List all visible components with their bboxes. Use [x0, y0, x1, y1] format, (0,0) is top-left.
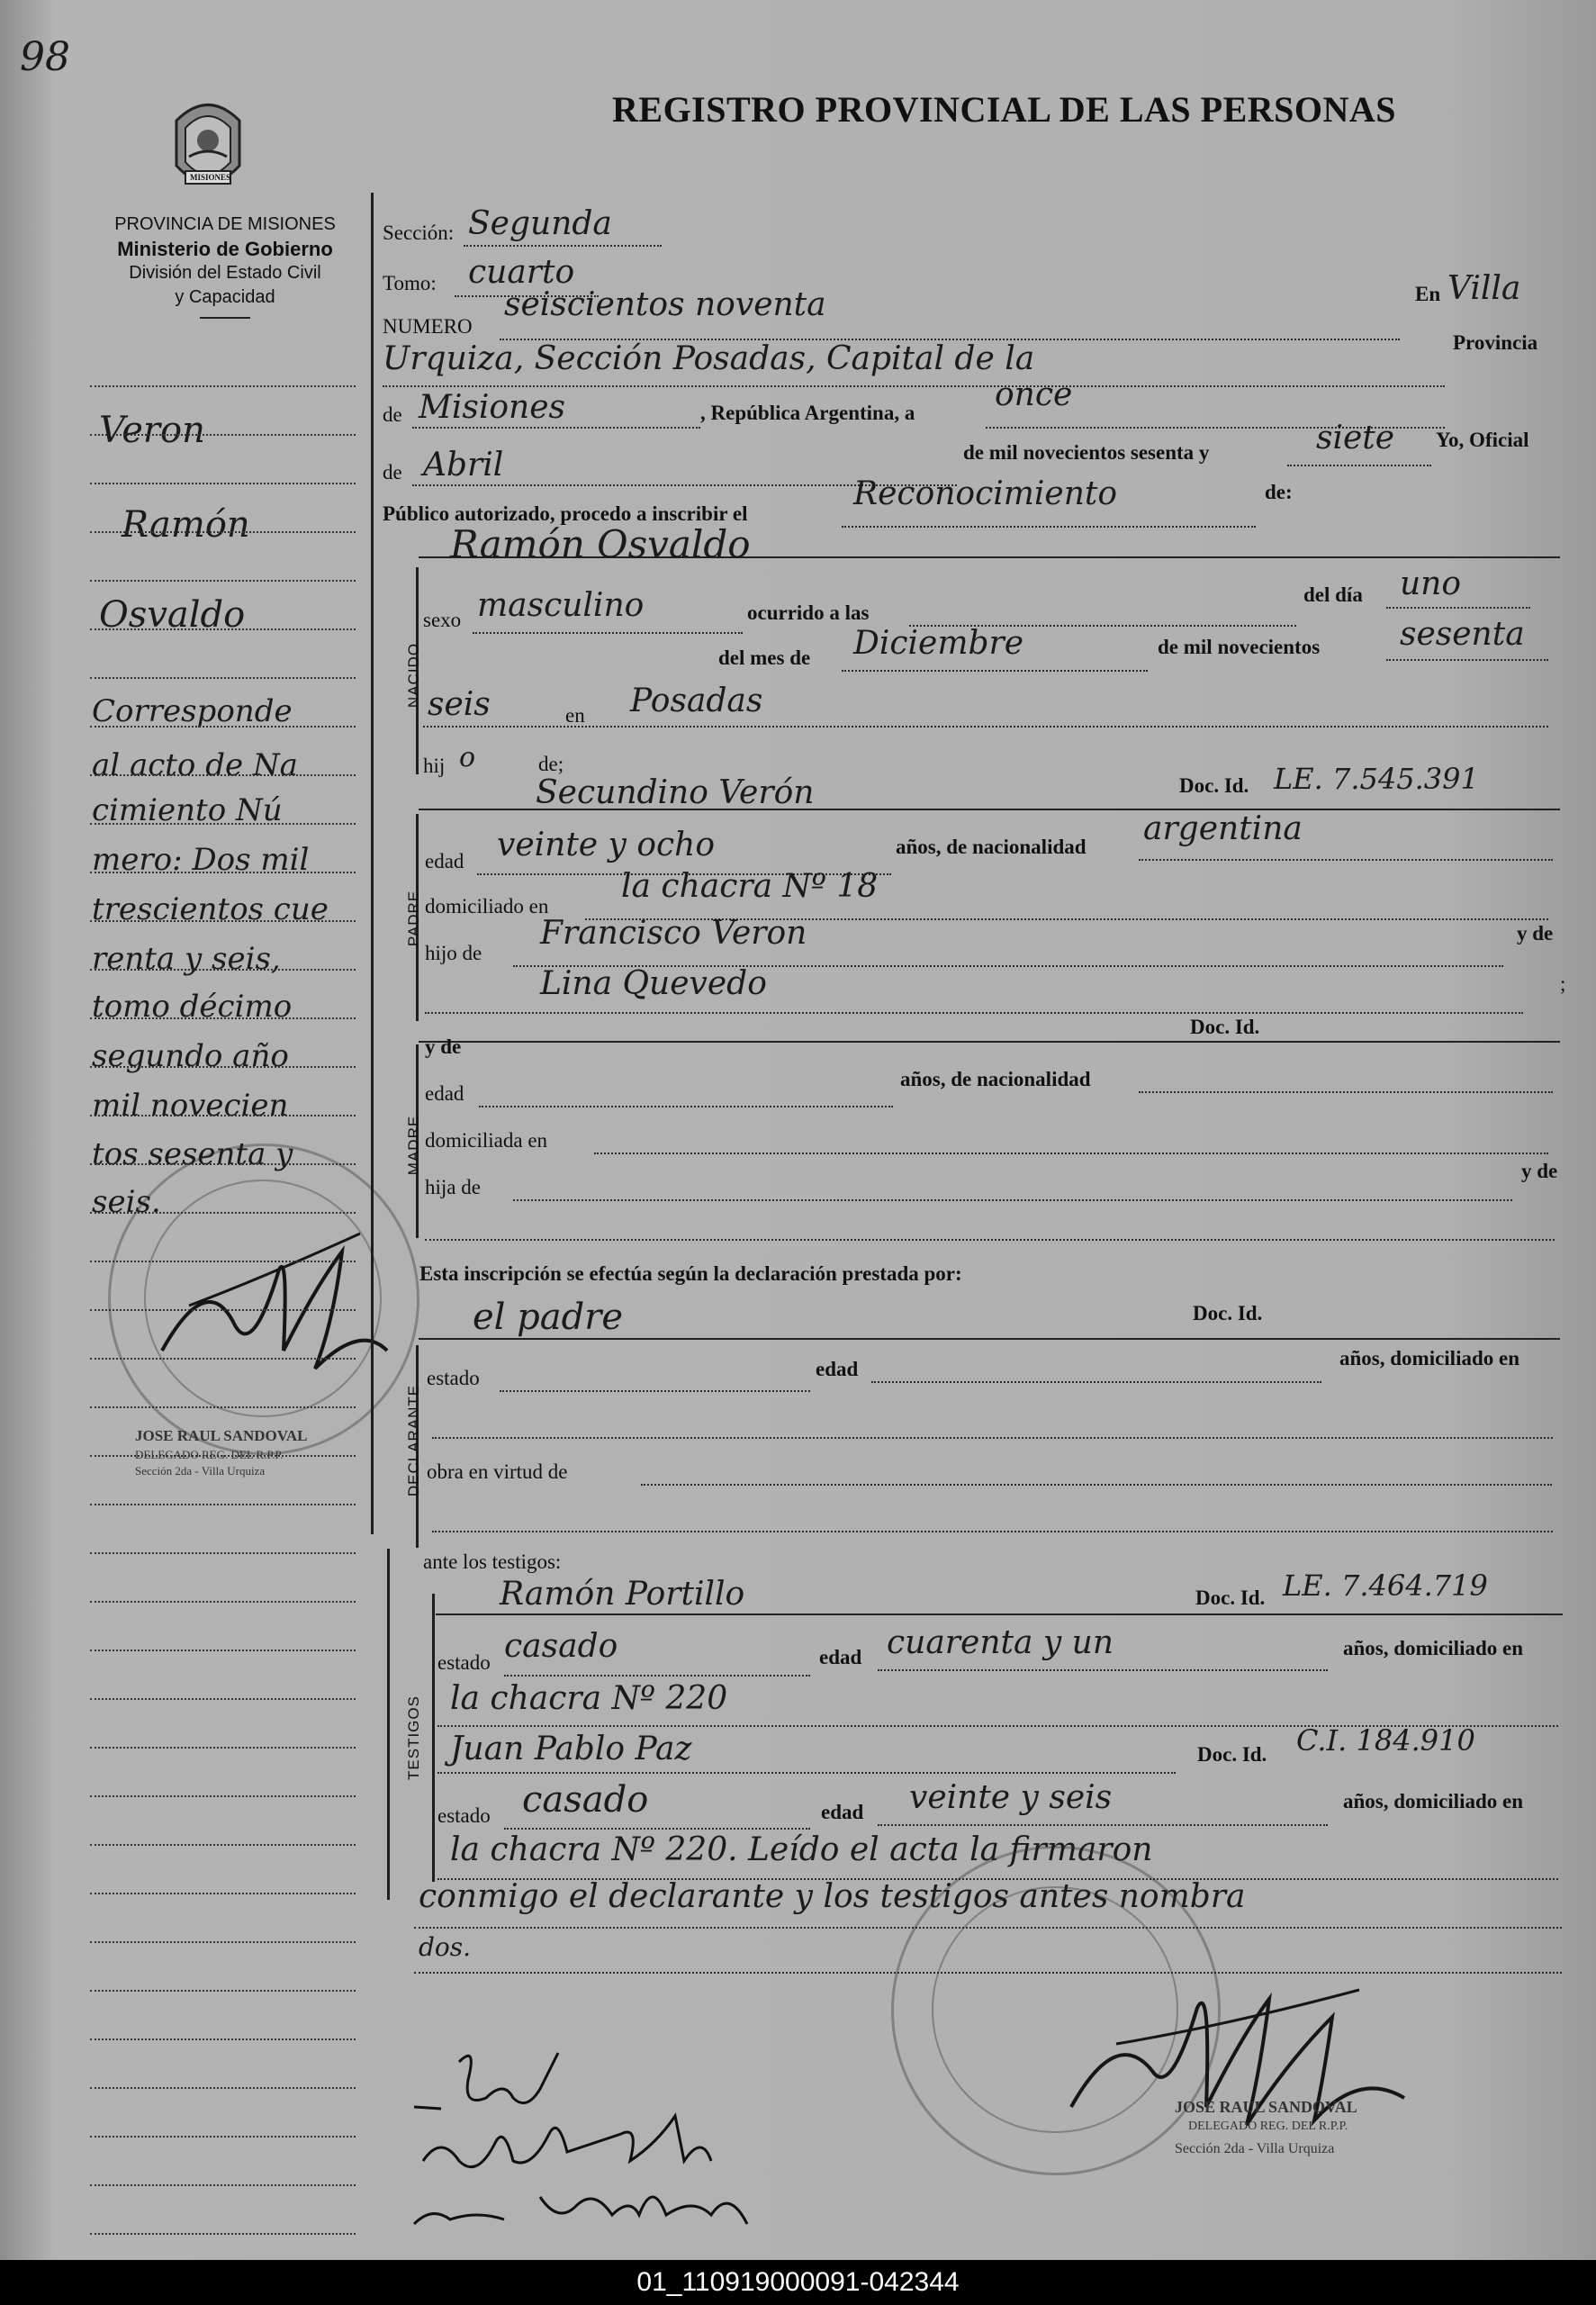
- margin-dotted-line: [90, 1163, 356, 1165]
- declaracion-label: Esta inscripción se efectúa según la declaración prestada por:: [419, 1262, 962, 1285]
- testigo1-domicilio-label: años, domiciliado en: [1343, 1637, 1524, 1659]
- page-number: 98: [20, 34, 70, 80]
- testigo1-value: Ramón Portillo: [500, 1576, 745, 1613]
- margin-dotted-line: [90, 1212, 356, 1214]
- dotted-line: [1287, 465, 1431, 466]
- margin-dotted-line: [90, 628, 356, 630]
- hijo-de-label: hijo de: [425, 942, 482, 964]
- side-label-testigos: TESTIGOS: [405, 1695, 422, 1780]
- abuelo-value: Francisco Veron: [540, 915, 807, 952]
- seal-text: MISIONES: [190, 173, 231, 182]
- margin-dotted-line: [90, 1698, 356, 1700]
- padre-value: Secundino Verón: [536, 774, 815, 811]
- margin-dotted-line: [90, 1601, 356, 1603]
- margin-dotted-line: [90, 1941, 356, 1943]
- stamp-role: DELEGADO REG. DEL R.P.P.: [1188, 2120, 1348, 2133]
- margin-dotted-line: [90, 920, 356, 922]
- mes-label: del mes de: [718, 646, 811, 669]
- margin-dotted-line: [90, 1990, 356, 1992]
- madre-y-de-label: y de: [425, 1035, 462, 1058]
- division-label: División del Estado Civil: [129, 263, 321, 283]
- dotted-line: [432, 1531, 1553, 1532]
- dotted-line: [425, 1012, 1523, 1014]
- sexo-value: masculino: [477, 587, 645, 624]
- margin-dotted-line: [90, 1455, 356, 1457]
- margin-dotted-line: [90, 969, 356, 971]
- testigo1-dom-value: la chacra Nº 220: [450, 1680, 728, 1717]
- hijo-label: hij: [423, 755, 446, 777]
- dotted-line: [504, 1828, 810, 1830]
- margin-note-line: mero: Dos mil: [92, 842, 310, 878]
- dia-nac-value: uno: [1400, 565, 1462, 602]
- side-label-declarante: DECLARANTE: [405, 1384, 422, 1497]
- testigo2-doc-value: C.I. 184.910: [1296, 1723, 1475, 1758]
- provincia-value: Misiones: [419, 389, 566, 426]
- signatures-witnesses: [405, 2026, 837, 2242]
- margin-name-1: Ramón: [122, 504, 250, 546]
- side-label-padre: PADRE: [405, 890, 422, 947]
- provincia-label: Provincia: [1453, 331, 1538, 354]
- margin-dotted-line: [90, 2184, 356, 2186]
- dotted-line: [423, 726, 1548, 728]
- section-rule: [436, 1614, 1563, 1615]
- mes-nac-value: Diciembre: [853, 625, 1024, 662]
- publico-label: Público autorizado, procedo a inscribir el: [383, 502, 748, 525]
- margin-dotted-line: [90, 531, 356, 533]
- dotted-line: [504, 1675, 810, 1677]
- margin-dotted-line: [90, 385, 356, 387]
- testigo2-edad-label: edad: [821, 1801, 864, 1823]
- dotted-line: [842, 526, 1256, 528]
- dotted-line: [479, 1106, 893, 1107]
- stamp-name: JOSE RAUL SANDOVAL: [135, 1427, 308, 1444]
- padre-doc-label: Doc. Id.: [1179, 774, 1249, 797]
- testigo1-doc-label: Doc. Id.: [1195, 1586, 1266, 1609]
- margin-surname: Veron: [99, 410, 205, 451]
- dia-label: del día: [1303, 583, 1363, 606]
- dotted-line: [1139, 859, 1553, 861]
- numero-value: seiscientos noventa: [504, 286, 826, 323]
- margin-note-line: al acto de Na: [92, 747, 298, 783]
- margin-dotted-line: [90, 580, 356, 582]
- margin-note-line: renta y seis,: [92, 941, 281, 977]
- declarante-edad-label: edad: [816, 1358, 859, 1380]
- margin-dotted-line: [90, 1650, 356, 1651]
- tomo-label: Tomo:: [383, 272, 437, 294]
- ocurrido-label: ocurrido a las: [747, 601, 870, 624]
- dotted-line: [1139, 1091, 1553, 1093]
- dotted-line: [1386, 659, 1548, 661]
- side-label-nacido: NACIDO: [405, 642, 422, 709]
- margin-note-line: Corresponde: [92, 693, 293, 729]
- testigo2-dom-value: la chacra Nº 220. Leído el acta la firmaron: [450, 1831, 1153, 1868]
- margin-dotted-line: [90, 2136, 356, 2138]
- margin-dotted-line: [90, 1504, 356, 1505]
- de-label: de: [383, 403, 402, 426]
- sesenta-label: de mil novecientos sesenta y: [963, 441, 1210, 464]
- testigo2-edad-value: veinte y seis: [909, 1779, 1113, 1816]
- mil-nov-label: de mil novecientos: [1158, 636, 1321, 658]
- side-label-madre: MADRE: [405, 1115, 422, 1176]
- testigo1-estado-value: casado: [504, 1628, 618, 1665]
- anio-nac-value-2: seis: [428, 686, 491, 723]
- padre-edad-value: veinte y ocho: [497, 827, 716, 863]
- margin-dotted-line: [90, 434, 356, 436]
- coat-of-arms-icon: [169, 94, 247, 202]
- testigo2-value: Juan Pablo Paz: [450, 1731, 692, 1767]
- margin-dotted-line: [90, 1552, 356, 1554]
- lugar-value: Urquiza, Sección Posadas, Capital de la: [383, 340, 1035, 377]
- dotted-line: [464, 245, 662, 247]
- madre-edad-label: edad: [425, 1082, 464, 1105]
- dotted-line: [513, 1199, 1512, 1201]
- dia-value: once: [995, 376, 1073, 413]
- declarante-estado-label: estado: [427, 1367, 480, 1389]
- dotted-line: [641, 1484, 1552, 1486]
- dotted-line: [432, 1437, 1553, 1439]
- dotted-line: [383, 385, 1445, 387]
- testigo2-doc-label: Doc. Id.: [1197, 1743, 1267, 1766]
- anio-value: siete: [1316, 420, 1395, 456]
- margin-dotted-line: [90, 2233, 356, 2235]
- hijo-suffix: o: [459, 742, 476, 773]
- testigo2-domicilio-label: años, domiciliado en: [1343, 1790, 1524, 1812]
- stamp-section: Sección 2da - Villa Urquiza: [1175, 2141, 1335, 2156]
- margin-note-line: tos sesenta y: [92, 1136, 293, 1172]
- closing-line-2: dos.: [419, 1932, 472, 1962]
- province-label: PROVINCIA DE MISIONES: [114, 214, 336, 234]
- tomo-value: cuarto: [468, 254, 575, 291]
- dotted-line: [1386, 607, 1530, 609]
- testigo1-doc-value: LE. 7.464.719: [1283, 1568, 1488, 1603]
- margin-divider: [371, 193, 374, 1534]
- stamp-name: JOSE RAUL SANDOVAL: [1175, 2098, 1357, 2116]
- page-title: REGISTRO PROVINCIAL DE LAS PERSONAS: [612, 89, 1397, 130]
- mes-value: Abril: [423, 447, 504, 484]
- margin-dotted-line: [90, 1309, 356, 1311]
- madre-nacionalidad-label: años, de nacionalidad: [900, 1068, 1091, 1090]
- divider: [200, 317, 250, 319]
- dotted-line: [473, 632, 743, 634]
- edad-label: edad: [425, 850, 464, 872]
- dotted-line: [878, 1669, 1328, 1671]
- padre-nac-value: argentina: [1143, 810, 1303, 847]
- republica-label: , República Argentina, a: [700, 402, 915, 424]
- domiciliado-label: domiciliado en: [425, 895, 549, 917]
- nacionalidad-label: años, de nacionalidad: [896, 836, 1087, 858]
- testigo2-estado-label: estado: [437, 1804, 491, 1827]
- section-rule: [419, 1338, 1560, 1340]
- en-value: Villa: [1447, 270, 1521, 307]
- de-label-3: de;: [538, 753, 564, 775]
- oficial-label: Yo, Oficial: [1436, 429, 1529, 451]
- margin-dotted-line: [90, 1017, 356, 1019]
- margin-dotted-line: [90, 726, 356, 728]
- margin-dotted-line: [90, 677, 356, 679]
- margin-dotted-line: [90, 872, 356, 873]
- margin-note-line: cimiento Nú: [92, 792, 283, 828]
- testigo1-estado-label: estado: [437, 1651, 491, 1674]
- margin-dotted-line: [90, 483, 356, 484]
- margin-note-line: mil novecien: [92, 1088, 289, 1124]
- de-colon-label: de:: [1265, 481, 1293, 503]
- en-label: En: [1415, 283, 1441, 305]
- dotted-line: [425, 1239, 1555, 1241]
- padre-doc-value: LE. 7.545.391: [1274, 762, 1479, 796]
- margin-dotted-line: [90, 1066, 356, 1068]
- margin-dotted-line: [90, 1115, 356, 1116]
- section-bracket: [432, 1594, 435, 1882]
- dotted-line: [500, 1390, 810, 1392]
- margin-note-line: segundo año: [92, 1038, 289, 1074]
- nombre-value: Ramón Osvaldo: [450, 522, 751, 566]
- madre-doc-label: Doc. Id.: [1190, 1016, 1260, 1038]
- margin-dotted-line: [90, 1795, 356, 1797]
- margin-dotted-line: [90, 1747, 356, 1749]
- margin-note-line: trescientos cue: [92, 891, 329, 927]
- margin-dotted-line: [90, 1358, 356, 1360]
- obra-label: obra en virtud de: [427, 1460, 568, 1483]
- testigo1-edad-value: cuarenta y un: [887, 1624, 1114, 1661]
- ministry-label: Ministerio de Gobierno: [117, 238, 333, 260]
- dotted-line: [842, 670, 1148, 672]
- seccion-label: Sección:: [383, 221, 455, 244]
- declarante-doc-label: Doc. Id.: [1193, 1302, 1263, 1324]
- margin-dotted-line: [90, 774, 356, 776]
- abuela-value: Lina Quevedo: [540, 965, 767, 1002]
- footer-identifier: 01_110919000091-042344: [0, 2260, 1596, 2305]
- margin-note-line: tomo décimo: [92, 989, 293, 1025]
- margin-dotted-line: [90, 1406, 356, 1408]
- dotted-line: [594, 1152, 1548, 1154]
- dotted-line: [878, 1824, 1328, 1826]
- margin-name-2: Osvaldo: [99, 594, 246, 636]
- acto-value: Reconocimiento: [853, 475, 1118, 512]
- margin-note-line: seis.: [92, 1184, 161, 1220]
- testigo2-estado-value: casado: [522, 1779, 649, 1821]
- semicolon: ;: [1560, 972, 1566, 995]
- anio-nac-value: sesenta: [1400, 616, 1525, 653]
- margin-dotted-line: [90, 1844, 356, 1846]
- padre-dom-value: la chacra Nº 18: [621, 868, 879, 905]
- margin-divider-lower: [387, 1549, 390, 1900]
- section-rule: [419, 1041, 1560, 1043]
- margin-dotted-line: [90, 2087, 356, 2089]
- dotted-line: [871, 1381, 1321, 1383]
- declarante-value: el padre: [473, 1297, 624, 1338]
- stamp-section: Sección 2da - Villa Urquiza: [135, 1464, 266, 1478]
- sexo-label: sexo: [423, 609, 462, 631]
- testigo1-edad-label: edad: [819, 1646, 862, 1668]
- closing-line-1: conmigo el declarante y los testigos antes nombra: [419, 1878, 1246, 1915]
- declarante-domicilio-label: años, domiciliado en: [1339, 1347, 1520, 1369]
- stamp-role: DELEGADO REG. DEL R.P.P.: [135, 1448, 284, 1461]
- margin-dotted-line: [90, 2038, 356, 2040]
- en-label-2: en: [565, 704, 585, 727]
- y-de-label: y de: [1517, 922, 1554, 945]
- ministry-block: [90, 212, 360, 319]
- seccion-value: Segunda: [468, 205, 612, 242]
- domiciliada-label: domiciliada en: [425, 1129, 548, 1152]
- lugar-nac-value: Posadas: [630, 682, 763, 719]
- margin-dotted-line: [90, 823, 356, 825]
- hija-de-label: hija de: [425, 1176, 481, 1198]
- dotted-line: [437, 1772, 1176, 1774]
- margin-dotted-line: [90, 1893, 356, 1894]
- de-label-2: de: [383, 461, 402, 484]
- testigos-label: ante los testigos:: [423, 1550, 562, 1573]
- dotted-line: [412, 427, 700, 429]
- margin-dotted-line: [90, 1261, 356, 1262]
- division-label-2: y Capacidad: [175, 287, 275, 307]
- numero-label: NUMERO: [383, 315, 473, 338]
- madre-y-de-label-2: y de: [1521, 1160, 1558, 1182]
